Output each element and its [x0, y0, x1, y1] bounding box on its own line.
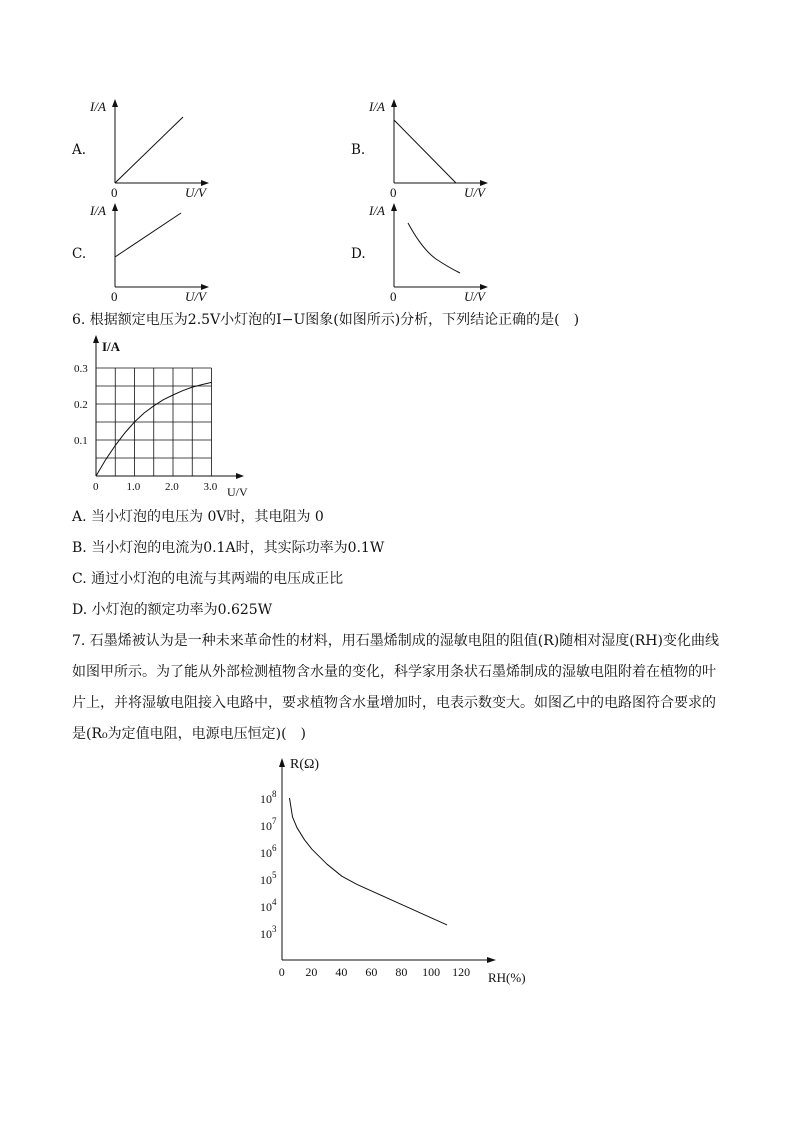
y-tick-label: 0.1 [74, 435, 88, 447]
graph-b [364, 95, 604, 205]
x-tick-label: 0 [93, 481, 99, 493]
y-tick-label: $10^4$ [260, 897, 277, 914]
option-letter-a: A. [72, 142, 87, 158]
x-tick-label: 80 [395, 965, 408, 979]
graph-b-line [394, 120, 456, 183]
y-tick-label: $10^3$ [260, 924, 277, 941]
y-axis-arrow [93, 335, 99, 343]
graph-b-origin: 0 [390, 185, 397, 200]
graph-c-origin: 0 [111, 289, 118, 304]
x-axis-label: RH(%) [488, 970, 526, 985]
q6-choice-a: A. 当小灯泡的电压为 0V时，其电阻为 0 [72, 509, 324, 525]
graph-b-y-label: I/A [369, 99, 385, 114]
x-tick-label: 40 [335, 965, 348, 979]
graph-c-x-label: U/V [185, 289, 206, 304]
graph-b-x-label: U/V [464, 185, 485, 200]
x-tick-label: 3.0 [203, 481, 218, 493]
x-tick-label: 100 [422, 965, 441, 979]
q6-stem: 6. 根据额定电压为2.5V小灯泡的I−U图象(如图所示)分析，下列结论正确的是( ) [72, 312, 580, 328]
x-tick-label: 20 [305, 965, 318, 979]
q7-rh-chart [250, 750, 550, 990]
x-tick-label: 2.0 [165, 481, 179, 493]
x-tick-label: 1.0 [126, 481, 141, 493]
y-tick-label: $10^6$ [260, 843, 277, 860]
option-letter-b: B. [351, 142, 366, 158]
x-axis-label: U/V [227, 485, 248, 499]
y-tick-label: $10^8$ [260, 789, 277, 806]
x-tick-label: 60 [365, 965, 378, 979]
graph-c [85, 199, 325, 309]
q6-iu-chart [70, 333, 270, 503]
option-letter-d: D. [351, 246, 366, 262]
graph-d-y-label: I/A [369, 203, 385, 218]
x-tick-label: 0 [278, 965, 285, 979]
graph-d-curve [408, 223, 460, 273]
q7-stem: 7. 石墨烯被认为是一种未来革命性的材料，用石墨烯制成的湿敏电阻的阻值(R)随相对湿度(RH)变化曲线如图甲所示。为了能从外部检测植物含水量的变化，科学家用条状石墨烯制成的湿敏电阻附着在植物的叶片上，并将湿敏电阻接入电路中，要求植物含水量增加时，电表示数变大。如图乙中的电路图符合要求的是(R₀为定值电阻，电源电压恒定)( ) [72, 633, 719, 742]
y-tick-label: $10^5$ [260, 870, 277, 887]
graph-a-y-label: I/A [90, 99, 106, 114]
q6-choice-b: B. 当小灯泡的电流为0.1A时，其实际功率为0.1W [72, 540, 385, 556]
y-axis-label: I/A [102, 339, 121, 354]
graph-a-line [115, 117, 183, 183]
graph-b-y-arrow [391, 99, 397, 107]
graph-a-y-arrow [112, 99, 118, 107]
q6-choice-c: C. 通过小灯泡的电流与其两端的电压成正比 [72, 571, 344, 587]
y-tick-label: $10^7$ [260, 816, 277, 833]
y-tick-label: 0.3 [74, 363, 88, 375]
graph-c-y-arrow [112, 203, 118, 211]
graph-a [85, 95, 325, 205]
graph-d [364, 199, 604, 309]
graph-c-line [115, 213, 181, 257]
option-letter-c: C. [72, 246, 87, 262]
graph-d-y-arrow [391, 203, 397, 211]
x-axis-arrow [236, 473, 244, 479]
graph-c-y-label: I/A [90, 203, 106, 218]
q6-choice-d: D. 小灯泡的额定功率为0.625W [72, 602, 273, 618]
graph-a-x-label: U/V [185, 185, 206, 200]
x-tick-label: 120 [452, 965, 471, 979]
y-axis-label: R(Ω) [290, 757, 320, 772]
r-rh-curve [290, 798, 448, 925]
graph-d-origin: 0 [390, 289, 397, 304]
y-tick-label: 0.2 [74, 399, 88, 411]
x-axis-arrow [487, 957, 496, 963]
graph-a-origin: 0 [111, 185, 118, 200]
y-axis-arrow [279, 758, 285, 767]
graph-d-x-label: U/V [464, 289, 485, 304]
